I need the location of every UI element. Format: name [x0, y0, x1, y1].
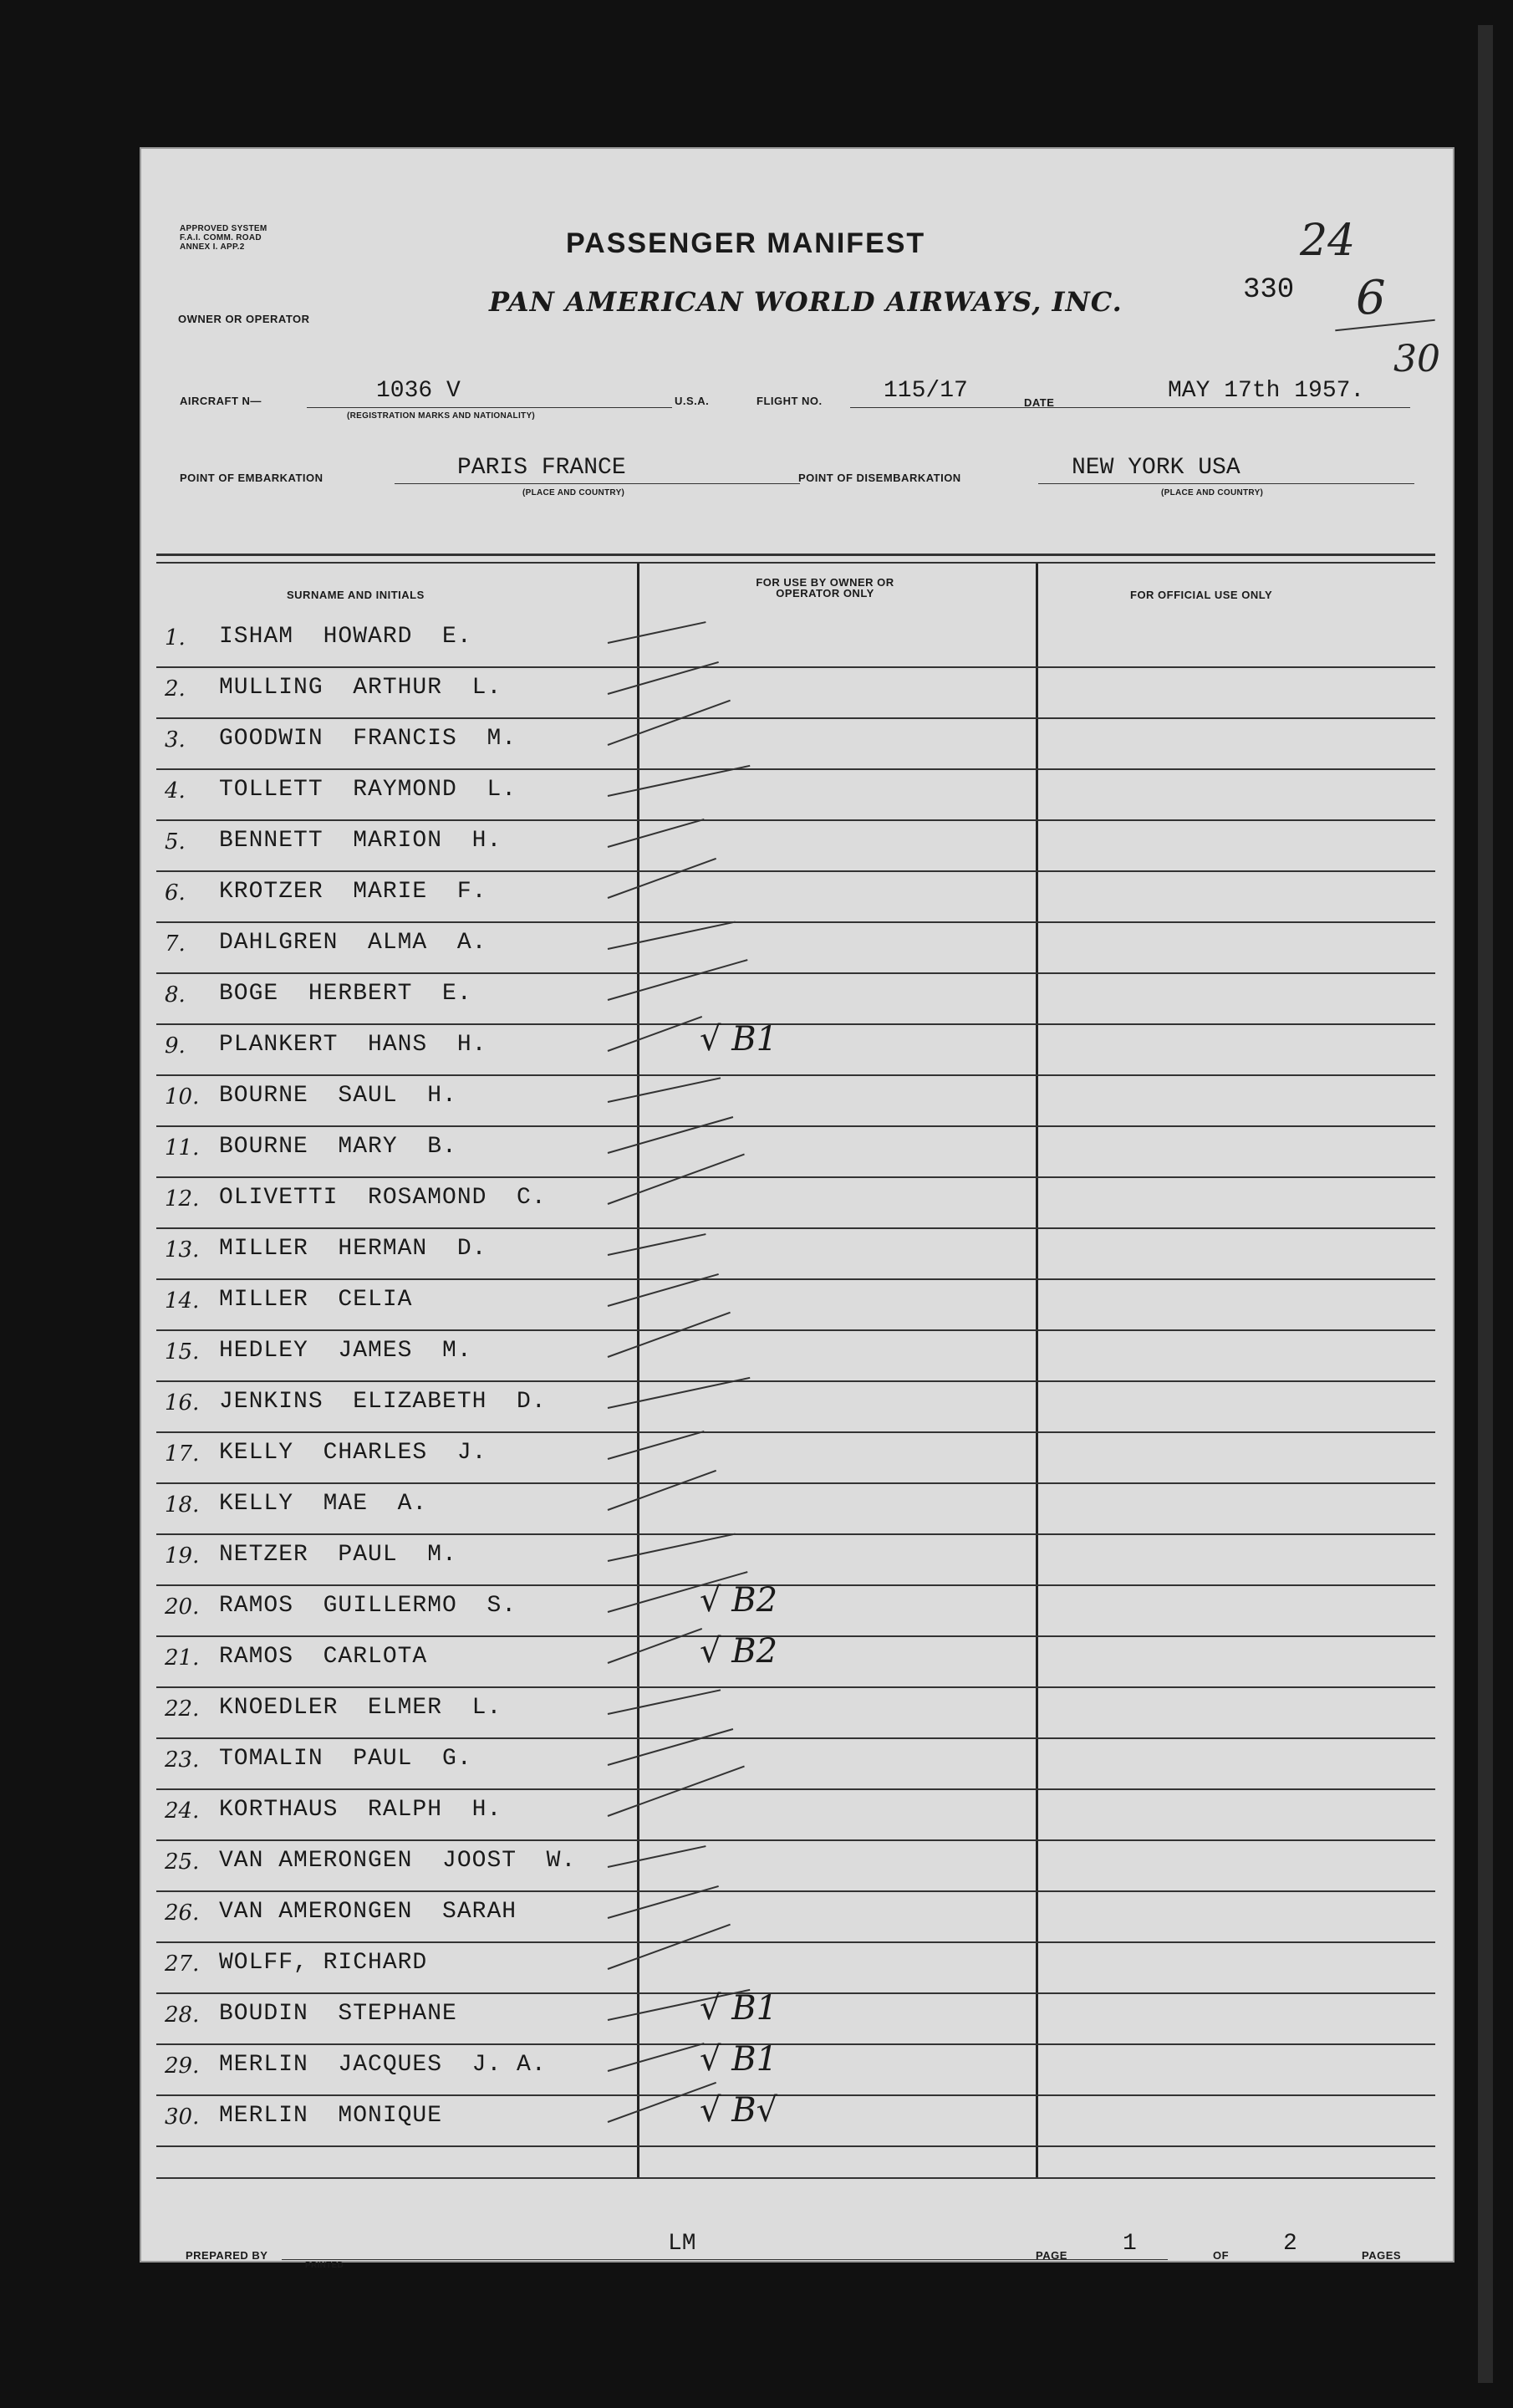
disembarkation-underline	[1038, 483, 1414, 484]
row-number: 19.	[165, 1543, 200, 1569]
aircraft-label: AIRCRAFT N—	[180, 395, 262, 407]
passenger-name: BOGE HERBERT E.	[219, 981, 472, 1007]
table-row	[140, 770, 1454, 821]
hand-fraction-top: 24	[1300, 216, 1356, 266]
check-stroke	[608, 1077, 721, 1103]
row-number: 26.	[165, 1900, 200, 1926]
column-header-owner-use: FOR USE BY OWNER OR OPERATOR ONLY	[756, 576, 894, 599]
row-number: 10.	[165, 1084, 200, 1110]
approval-stamp: APPROVED SYSTEM F.A.I. COMM. ROAD ANNEX I. APP.2	[180, 224, 267, 252]
row-number: 2.	[165, 676, 186, 701]
owner-note: √ B1	[700, 1989, 778, 2028]
passenger-name: KNOEDLER ELMER L.	[219, 1695, 502, 1721]
film-frame-edge	[1478, 25, 1493, 2383]
check-stroke	[608, 1431, 705, 1460]
flight-label: FLIGHT NO.	[756, 395, 823, 407]
owner-label: OWNER OR OPERATOR	[178, 313, 310, 325]
passenger-name: JENKINS ELIZABETH D.	[219, 1389, 547, 1415]
table-row	[140, 2091, 1454, 2147]
aircraft-value: 1036 V	[376, 378, 461, 404]
passenger-name: KROTZER MARIE F.	[219, 879, 487, 905]
row-number: 23.	[165, 1747, 200, 1773]
passenger-name: MULLING ARTHUR L.	[219, 675, 502, 701]
passenger-name: NETZER PAUL M.	[219, 1542, 457, 1568]
passenger-name: MILLER CELIA	[219, 1287, 413, 1313]
embarkation-underline	[395, 483, 800, 484]
page-number: 1	[1123, 2231, 1137, 2257]
row-number: 16.	[165, 1390, 200, 1416]
column-header-surname: SURNAME AND INITIALS	[287, 589, 425, 601]
table-row	[140, 1020, 1454, 1076]
passenger-name: TOLLETT RAYMOND L.	[219, 777, 517, 803]
aircraft-underline	[307, 407, 672, 408]
check-stroke	[608, 921, 736, 950]
table-row	[140, 2040, 1454, 2096]
date-label: DATE	[1024, 396, 1055, 409]
passenger-name: KORTHAUS RALPH H.	[219, 1797, 502, 1823]
table-row	[140, 1280, 1454, 1331]
pages-label: PAGES	[1362, 2249, 1402, 2262]
table-row	[140, 923, 1454, 974]
table-row	[140, 1688, 1454, 1739]
passenger-name: MERLIN JACQUES J. A.	[219, 2052, 547, 2078]
row-number: 22.	[165, 1696, 200, 1722]
table-row	[140, 872, 1454, 923]
table-row	[140, 1632, 1454, 1688]
owner-note: √ B1	[700, 2040, 778, 2079]
table-row	[140, 1581, 1454, 1637]
prepared-underline	[282, 2259, 1168, 2260]
passenger-name: OLIVETTI ROSAMOND C.	[219, 1185, 547, 1211]
row-number: 5.	[165, 829, 186, 855]
passenger-name: ISHAM HOWARD E.	[219, 624, 472, 650]
table-row	[140, 1790, 1454, 1841]
row-number: 20.	[165, 1594, 200, 1620]
embarkation-caption: (PLACE AND COUNTRY)	[522, 488, 625, 497]
table-row	[140, 1892, 1454, 1943]
row-number: 27.	[165, 1951, 200, 1977]
check-stroke	[608, 1533, 736, 1562]
row-number: 28.	[165, 2002, 200, 2028]
passenger-name: TOMALIN PAUL G.	[219, 1746, 472, 1772]
row-number: 6.	[165, 880, 186, 906]
owner-note: √ B2	[700, 1632, 778, 1671]
country-label: U.S.A.	[675, 395, 710, 407]
table-row	[140, 668, 1454, 719]
check-stroke	[608, 2043, 705, 2072]
passenger-name: HEDLEY JAMES M.	[219, 1338, 472, 1364]
check-stroke	[608, 1845, 706, 1868]
row-number: 8.	[165, 982, 186, 1008]
table-row	[140, 974, 1454, 1025]
table-row	[140, 1331, 1454, 1382]
row-number: 25.	[165, 1849, 200, 1875]
passenger-name: PLANKERT HANS H.	[219, 1032, 487, 1058]
table-row	[140, 1229, 1454, 1280]
row-number: 15.	[165, 1339, 200, 1365]
row-number: 29.	[165, 2053, 200, 2079]
of-label: OF	[1213, 2249, 1230, 2262]
passenger-name: VAN AMERONGEN JOOST W.	[219, 1848, 577, 1874]
owner-note: √ B1	[700, 1020, 778, 1059]
row-number: 4.	[165, 778, 186, 804]
row-number: 21.	[165, 1645, 200, 1671]
passenger-name: VAN AMERONGEN SARAH	[219, 1899, 517, 1925]
row-rule	[156, 2145, 1435, 2147]
check-stroke	[608, 765, 751, 797]
passenger-name: MILLER HERMAN D.	[219, 1236, 487, 1262]
table-row	[140, 1382, 1454, 1433]
operator-name: PAN AMERICAN WORLD AIRWAYS, INC.	[489, 286, 1123, 318]
table-row	[140, 1989, 1454, 2045]
prepared-label: PREPARED BY	[186, 2249, 268, 2262]
owner-note: √ B√	[700, 2091, 778, 2130]
passenger-name: KELLY MAE A.	[219, 1491, 428, 1517]
table-top-rule	[156, 554, 1435, 556]
row-number: 11.	[165, 1135, 200, 1161]
row-number: 30.	[165, 2104, 200, 2130]
file-number: 330	[1243, 274, 1295, 306]
passenger-name: BOURNE SAUL H.	[219, 1083, 457, 1109]
passenger-name: DAHLGREN ALMA A.	[219, 930, 487, 956]
row-number: 3.	[165, 727, 186, 752]
registration-caption: (REGISTRATION MARKS AND NATIONALITY)	[347, 411, 536, 421]
disembarkation-caption: (PLACE AND COUNTRY)	[1161, 488, 1264, 497]
check-stroke	[608, 621, 706, 644]
row-number: 17.	[165, 1441, 200, 1467]
check-stroke	[608, 1689, 721, 1715]
passenger-name: BOUDIN STEPHANE	[219, 2001, 457, 2027]
table-bottom-rule	[156, 2177, 1435, 2179]
table-row	[140, 1076, 1454, 1127]
row-number: 12.	[165, 1186, 200, 1212]
row-number: 24.	[165, 1798, 200, 1824]
table-row	[140, 1433, 1454, 1484]
disembarkation-value: NEW YORK USA	[1072, 455, 1240, 481]
row-number: 1.	[165, 625, 186, 650]
row-number: 18.	[165, 1492, 200, 1518]
embarkation-label: POINT OF EMBARKATION	[180, 472, 323, 484]
table-row	[140, 1178, 1454, 1229]
table-row	[140, 1127, 1454, 1178]
passenger-name: BENNETT MARION H.	[219, 828, 502, 854]
table-row	[140, 821, 1454, 872]
check-stroke	[608, 1377, 751, 1409]
table-row	[140, 1484, 1454, 1535]
table-row	[140, 1739, 1454, 1790]
page-total: 2	[1283, 2231, 1297, 2257]
passenger-name: RAMOS GUILLERMO S.	[219, 1593, 517, 1619]
row-number: 9.	[165, 1033, 186, 1059]
table-row	[140, 617, 1454, 668]
embarkation-value: PARIS FRANCE	[457, 455, 626, 481]
printed-caption: PRINTED	[305, 2261, 344, 2270]
check-stroke	[608, 819, 705, 848]
hand-fraction-bottom: 6	[1356, 271, 1386, 325]
row-number: 7.	[165, 931, 186, 957]
disembarkation-label: POINT OF DISEMBARKATION	[798, 472, 961, 484]
flight-number: 115/17	[884, 378, 968, 404]
passenger-name: KELLY CHARLES J.	[219, 1440, 487, 1466]
table-row	[140, 719, 1454, 770]
date-value: MAY 17th 1957.	[1168, 378, 1365, 404]
passenger-name: MERLIN MONIQUE	[219, 2103, 443, 2129]
page-label: PAGE	[1036, 2249, 1067, 2262]
passenger-name: BOURNE MARY B.	[219, 1134, 457, 1160]
owner-note: √ B2	[700, 1581, 778, 1620]
table-row	[140, 1535, 1454, 1586]
hand-note: 30	[1393, 338, 1440, 380]
table-row	[140, 1943, 1454, 1994]
page-title: PASSENGER MANIFEST	[566, 227, 926, 259]
column-header-official-use: FOR OFFICIAL USE ONLY	[1130, 589, 1273, 601]
prepared-by-value: LM	[668, 2231, 696, 2257]
check-stroke	[608, 1233, 706, 1256]
passenger-name: RAMOS CARLOTA	[219, 1644, 428, 1670]
passenger-name: GOODWIN FRANCIS M.	[219, 726, 517, 752]
manifest-sheet	[140, 147, 1454, 2270]
date-underline	[1076, 407, 1410, 408]
table-top-rule-2	[156, 562, 1435, 564]
row-number: 13.	[165, 1237, 200, 1263]
passenger-name: WOLFF, RICHARD	[219, 1950, 428, 1976]
row-number: 14.	[165, 1288, 200, 1314]
table-row	[140, 1841, 1454, 1892]
